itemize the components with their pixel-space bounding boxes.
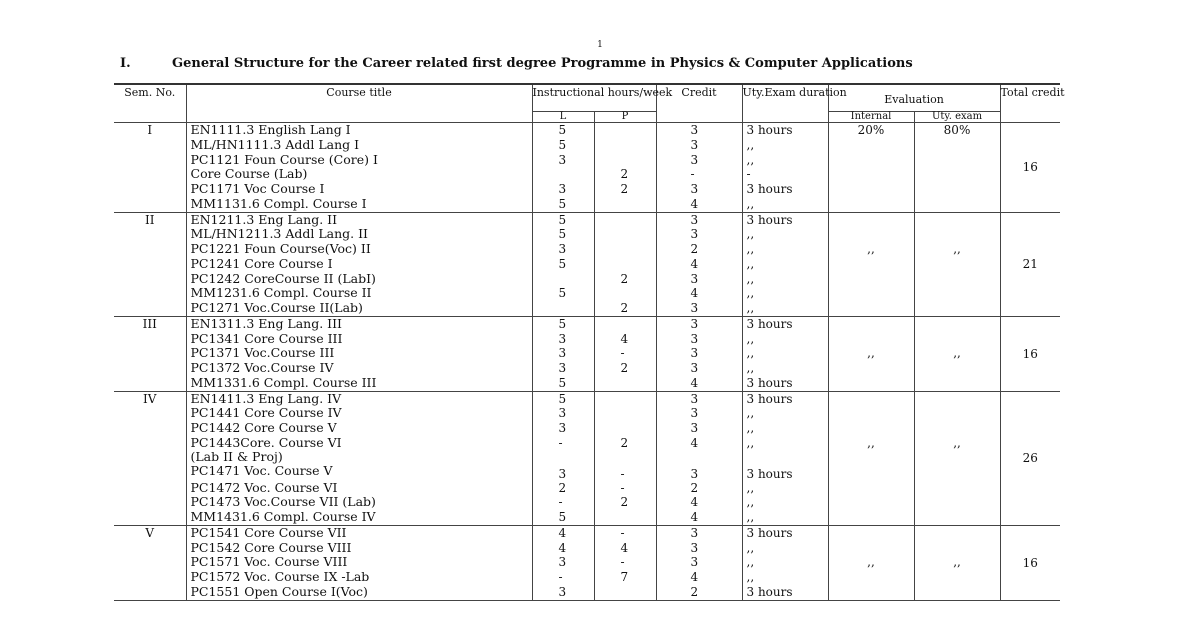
practical-hours: - (594, 451, 656, 481)
course-credit: 3 (656, 316, 742, 331)
internal-evaluation (828, 525, 914, 540)
course-title: PC1341 Core Course III (186, 332, 532, 347)
exam-duration: ,, (742, 541, 828, 556)
practical-hours: - (594, 481, 656, 496)
university-exam-evaluation (914, 286, 1000, 301)
exam-duration: 3 hours (742, 391, 828, 406)
university-exam-evaluation (914, 197, 1000, 212)
internal-evaluation (828, 182, 914, 197)
lecture-hours: - (532, 436, 594, 451)
practical-hours (594, 376, 656, 391)
course-credit: 4 (656, 436, 742, 451)
course-credit: 4 (656, 376, 742, 391)
exam-duration: ,, (742, 197, 828, 212)
col-header-sem: Sem. No. (124, 86, 176, 99)
course-title: PC1571 Voc. Course VIII (186, 555, 532, 570)
internal-evaluation (828, 585, 914, 600)
lecture-hours: 2 (532, 481, 594, 496)
practical-hours (594, 421, 656, 436)
university-exam-evaluation (914, 451, 1000, 481)
practical-hours (594, 286, 656, 301)
table-row (114, 525, 1060, 540)
internal-evaluation: ,, (828, 242, 914, 257)
table-row (114, 257, 1060, 272)
course-credit: 3 (656, 301, 742, 316)
course-credit: 3 (656, 182, 742, 197)
university-exam-evaluation (914, 167, 1000, 182)
table-row (114, 391, 1060, 406)
lecture-hours: 4 (532, 525, 594, 540)
practical-hours: 2 (594, 272, 656, 287)
course-title: PC1542 Core Course VIII (186, 541, 532, 556)
university-exam-evaluation (914, 182, 1000, 197)
university-exam-evaluation (914, 406, 1000, 421)
lecture-hours: 5 (532, 286, 594, 301)
practical-hours (594, 227, 656, 242)
exam-duration: ,, (742, 138, 828, 153)
lecture-hours: 5 (532, 212, 594, 227)
internal-evaluation (828, 406, 914, 421)
exam-duration: ,, (742, 286, 828, 301)
course-credit: 4 (656, 257, 742, 272)
course-credit: 3 (656, 361, 742, 376)
table-row (114, 138, 1060, 153)
course-credit: 3 (656, 555, 742, 570)
internal-evaluation (828, 541, 914, 556)
course-credit: 3 (656, 346, 742, 361)
exam-duration: ,, (742, 555, 828, 570)
semester-number: II (114, 212, 186, 316)
course-title: PC1241 Core Course I (186, 257, 532, 272)
course-title: ML/HN1211.3 Addl Lang. II (186, 227, 532, 242)
table-row (114, 421, 1060, 436)
exam-duration: 3 hours (742, 316, 828, 331)
course-title: PC1221 Foun Course(Voc) II (186, 242, 532, 257)
course-credit: 3 (656, 406, 742, 421)
exam-duration: 3 hours (742, 451, 828, 481)
course-title: MM1231.6 Compl. Course II (186, 286, 532, 301)
table-row (114, 123, 1060, 138)
section-number: I. (120, 56, 131, 71)
course-credit: 3 (656, 332, 742, 347)
practical-hours (594, 316, 656, 331)
col-header-total-credit: Total credit (1000, 84, 1060, 123)
internal-evaluation: 20% (828, 123, 914, 138)
col-header-exam-duration: Uty.Exam duration (742, 84, 828, 123)
semester-number: III (114, 316, 186, 391)
lecture-hours: 5 (532, 227, 594, 242)
internal-evaluation (828, 510, 914, 525)
col-header-l: L (532, 112, 594, 123)
course-credit: - (656, 167, 742, 182)
practical-hours: 4 (594, 541, 656, 556)
table-row (114, 167, 1060, 182)
table-row (114, 272, 1060, 287)
table-row (114, 197, 1060, 212)
course-title: EN1111.3 English Lang I (186, 123, 532, 138)
exam-duration: ,, (742, 436, 828, 451)
table-row (114, 376, 1060, 391)
table-body (114, 123, 1060, 601)
course-title: EN1411.3 Eng Lang. IV (186, 391, 532, 406)
practical-hours: 4 (594, 332, 656, 347)
exam-duration: ,, (742, 346, 828, 361)
table-row (114, 346, 1060, 361)
section-title: General Structure for the Career related first degree Programme in Physics & Computer Applications (172, 56, 913, 71)
course-credit: 3 (656, 451, 742, 481)
practical-hours (594, 212, 656, 227)
exam-duration: ,, (742, 332, 828, 347)
internal-evaluation (828, 376, 914, 391)
table-row (114, 481, 1060, 496)
col-header-evaluation: Evaluation (828, 84, 1000, 112)
practical-hours: 2 (594, 436, 656, 451)
lecture-hours: 3 (532, 585, 594, 600)
exam-duration: ,, (742, 495, 828, 510)
course-credit: 3 (656, 227, 742, 242)
course-credit: 3 (656, 212, 742, 227)
course-credit: 2 (656, 481, 742, 496)
internal-evaluation (828, 167, 914, 182)
lecture-hours: 3 (532, 421, 594, 436)
practical-hours: 2 (594, 167, 656, 182)
lecture-hours: 5 (532, 391, 594, 406)
internal-evaluation (828, 257, 914, 272)
table-row (114, 153, 1060, 168)
course-title: PC1572 Voc. Course IX -Lab (186, 570, 532, 585)
course-title: PC1371 Voc.Course III (186, 346, 532, 361)
university-exam-evaluation: ,, (914, 242, 1000, 257)
exam-duration: ,, (742, 242, 828, 257)
internal-evaluation (828, 391, 914, 406)
practical-hours: - (594, 525, 656, 540)
table-row (114, 510, 1060, 525)
university-exam-evaluation (914, 510, 1000, 525)
practical-hours (594, 391, 656, 406)
course-title: MM1331.6 Compl. Course III (186, 376, 532, 391)
internal-evaluation (828, 361, 914, 376)
course-title: MM1431.6 Compl. Course IV (186, 510, 532, 525)
course-credit: 4 (656, 197, 742, 212)
lecture-hours: 3 (532, 555, 594, 570)
practical-hours (594, 138, 656, 153)
internal-evaluation (828, 301, 914, 316)
course-credit: 3 (656, 421, 742, 436)
lecture-hours: 5 (532, 197, 594, 212)
semester-total-credit: 21 (1000, 212, 1060, 316)
lecture-hours: 3 (532, 346, 594, 361)
course-credit: 4 (656, 286, 742, 301)
internal-evaluation (828, 153, 914, 168)
practical-hours: 2 (594, 182, 656, 197)
exam-duration: 3 hours (742, 212, 828, 227)
university-exam-evaluation: ,, (914, 436, 1000, 451)
practical-hours (594, 242, 656, 257)
practical-hours: 7 (594, 570, 656, 585)
course-credit: 4 (656, 495, 742, 510)
lecture-hours: 5 (532, 138, 594, 153)
course-credit: 3 (656, 153, 742, 168)
course-title: ML/HN1111.3 Addl Lang I (186, 138, 532, 153)
internal-evaluation (828, 212, 914, 227)
lecture-hours: 3 (532, 332, 594, 347)
col-header-uty-exam: Uty. exam (914, 112, 1000, 123)
exam-duration: ,, (742, 301, 828, 316)
university-exam-evaluation (914, 376, 1000, 391)
lecture-hours: 5 (532, 376, 594, 391)
internal-evaluation (828, 227, 914, 242)
semester-total-credit: 26 (1000, 391, 1060, 525)
university-exam-evaluation (914, 153, 1000, 168)
semester-total-credit: 16 (1000, 316, 1060, 391)
university-exam-evaluation (914, 257, 1000, 272)
table-row (114, 286, 1060, 301)
internal-evaluation (828, 332, 914, 347)
lecture-hours: 5 (532, 257, 594, 272)
table-row (114, 242, 1060, 257)
course-credit: 4 (656, 510, 742, 525)
table-row (114, 451, 1060, 481)
lecture-hours (532, 301, 594, 316)
university-exam-evaluation (914, 495, 1000, 510)
course-title: PC1551 Open Course I(Voc) (186, 585, 532, 600)
course-title: PC1242 CoreCourse II (LabI) (186, 272, 532, 287)
internal-evaluation (828, 451, 914, 481)
table-row (114, 495, 1060, 510)
semester-number: IV (114, 391, 186, 525)
university-exam-evaluation (914, 361, 1000, 376)
programme-structure-table (114, 83, 1065, 601)
course-credit: 3 (656, 391, 742, 406)
table-row (114, 316, 1060, 331)
course-credit: 3 (656, 123, 742, 138)
course-title: PC1121 Foun Course (Core) I (186, 153, 532, 168)
course-title: PC1541 Core Course VII (186, 525, 532, 540)
practical-hours: 2 (594, 361, 656, 376)
university-exam-evaluation (914, 272, 1000, 287)
lecture-hours: - (532, 570, 594, 585)
practical-hours (594, 153, 656, 168)
table-row (114, 555, 1060, 570)
exam-duration: ,, (742, 153, 828, 168)
university-exam-evaluation (914, 138, 1000, 153)
course-credit: 3 (656, 541, 742, 556)
exam-duration: ,, (742, 227, 828, 242)
table-row (114, 301, 1060, 316)
university-exam-evaluation (914, 585, 1000, 600)
lecture-hours: 3 (532, 451, 594, 481)
course-title: PC1271 Voc.Course II(Lab) (186, 301, 532, 316)
internal-evaluation (828, 570, 914, 585)
course-title: Core Course (Lab) (186, 167, 532, 182)
table-row (114, 227, 1060, 242)
course-title: MM1131.6 Compl. Course I (186, 197, 532, 212)
exam-duration: ,, (742, 272, 828, 287)
col-header-internal: Internal (828, 112, 914, 123)
exam-duration: 3 hours (742, 525, 828, 540)
lecture-hours (532, 272, 594, 287)
course-title-line: PC1471 Voc. Course V (190, 462, 333, 478)
internal-evaluation (828, 286, 914, 301)
university-exam-evaluation (914, 332, 1000, 347)
internal-evaluation: ,, (828, 436, 914, 451)
col-header-credit: Credit (656, 84, 742, 123)
internal-evaluation: ,, (828, 346, 914, 361)
course-credit: 3 (656, 272, 742, 287)
lecture-hours: 3 (532, 153, 594, 168)
course-title: PC1441 Core Course IV (186, 406, 532, 421)
internal-evaluation (828, 495, 914, 510)
exam-duration: ,, (742, 406, 828, 421)
exam-duration: - (742, 167, 828, 182)
lecture-hours: 5 (532, 123, 594, 138)
practical-hours (594, 510, 656, 525)
practical-hours (594, 123, 656, 138)
lecture-hours: 3 (532, 406, 594, 421)
practical-hours (594, 406, 656, 421)
semester-total-credit: 16 (1000, 525, 1060, 600)
practical-hours (594, 197, 656, 212)
table-row (114, 570, 1060, 585)
course-credit: 4 (656, 570, 742, 585)
internal-evaluation (828, 481, 914, 496)
course-title: PC1372 Voc.Course IV (186, 361, 532, 376)
course-title: EN1211.3 Eng Lang. II (186, 212, 532, 227)
university-exam-evaluation (914, 301, 1000, 316)
practical-hours: 2 (594, 301, 656, 316)
course-title (186, 448, 532, 481)
table-row (114, 361, 1060, 376)
practical-hours: - (594, 346, 656, 361)
course-credit: 3 (656, 138, 742, 153)
exam-duration: 3 hours (742, 123, 828, 138)
lecture-hours (532, 167, 594, 182)
course-title: PC1442 Core Course V (186, 421, 532, 436)
course-title: PC1443Core. Course VI (186, 436, 532, 451)
university-exam-evaluation (914, 421, 1000, 436)
internal-evaluation (828, 138, 914, 153)
col-header-course: Course title (186, 84, 532, 123)
university-exam-evaluation: ,, (914, 346, 1000, 361)
course-title: PC1473 Voc.Course VII (Lab) (186, 495, 532, 510)
exam-duration: 3 hours (742, 376, 828, 391)
internal-evaluation (828, 421, 914, 436)
university-exam-evaluation (914, 481, 1000, 496)
course-title: EN1311.3 Eng Lang. III (186, 316, 532, 331)
table-row (114, 182, 1060, 197)
university-exam-evaluation: ,, (914, 555, 1000, 570)
table-row (114, 585, 1060, 600)
exam-duration: ,, (742, 361, 828, 376)
lecture-hours: 3 (532, 242, 594, 257)
practical-hours: 2 (594, 495, 656, 510)
university-exam-evaluation (914, 227, 1000, 242)
semester-number: V (114, 525, 186, 600)
university-exam-evaluation (914, 570, 1000, 585)
lecture-hours: 5 (532, 510, 594, 525)
course-credit: 2 (656, 242, 742, 257)
practical-hours: - (594, 555, 656, 570)
internal-evaluation (828, 272, 914, 287)
lecture-hours: - (532, 495, 594, 510)
course-title: PC1472 Voc. Course VI (186, 481, 532, 496)
practical-hours (594, 257, 656, 272)
lecture-hours: 3 (532, 182, 594, 197)
internal-evaluation (828, 197, 914, 212)
lecture-hours: 3 (532, 361, 594, 376)
university-exam-evaluation: 80% (914, 123, 1000, 138)
table-row (114, 332, 1060, 347)
exam-duration: ,, (742, 510, 828, 525)
university-exam-evaluation (914, 391, 1000, 406)
semester-total-credit: 16 (1000, 123, 1060, 213)
university-exam-evaluation (914, 541, 1000, 556)
table-row (114, 406, 1060, 421)
lecture-hours: 4 (532, 541, 594, 556)
university-exam-evaluation (914, 316, 1000, 331)
page-number: 1 (597, 40, 603, 50)
course-title: PC1171 Voc Course I (186, 182, 532, 197)
internal-evaluation: ,, (828, 555, 914, 570)
university-exam-evaluation (914, 525, 1000, 540)
col-header-p: P (594, 112, 656, 123)
university-exam-evaluation (914, 212, 1000, 227)
exam-duration: ,, (742, 570, 828, 585)
table-row (114, 541, 1060, 556)
col-header-instructional: Instructional hours/week (532, 84, 656, 112)
course-title-note: (Lab II & Proj) (190, 448, 283, 464)
semester-number: I (114, 123, 186, 213)
table-row (114, 212, 1060, 227)
course-credit: 3 (656, 525, 742, 540)
exam-duration: ,, (742, 257, 828, 272)
course-credit: 2 (656, 585, 742, 600)
exam-duration: ,, (742, 421, 828, 436)
practical-hours (594, 585, 656, 600)
exam-duration: 3 hours (742, 182, 828, 197)
exam-duration: 3 hours (742, 585, 828, 600)
lecture-hours: 5 (532, 316, 594, 331)
internal-evaluation (828, 316, 914, 331)
exam-duration: ,, (742, 481, 828, 496)
